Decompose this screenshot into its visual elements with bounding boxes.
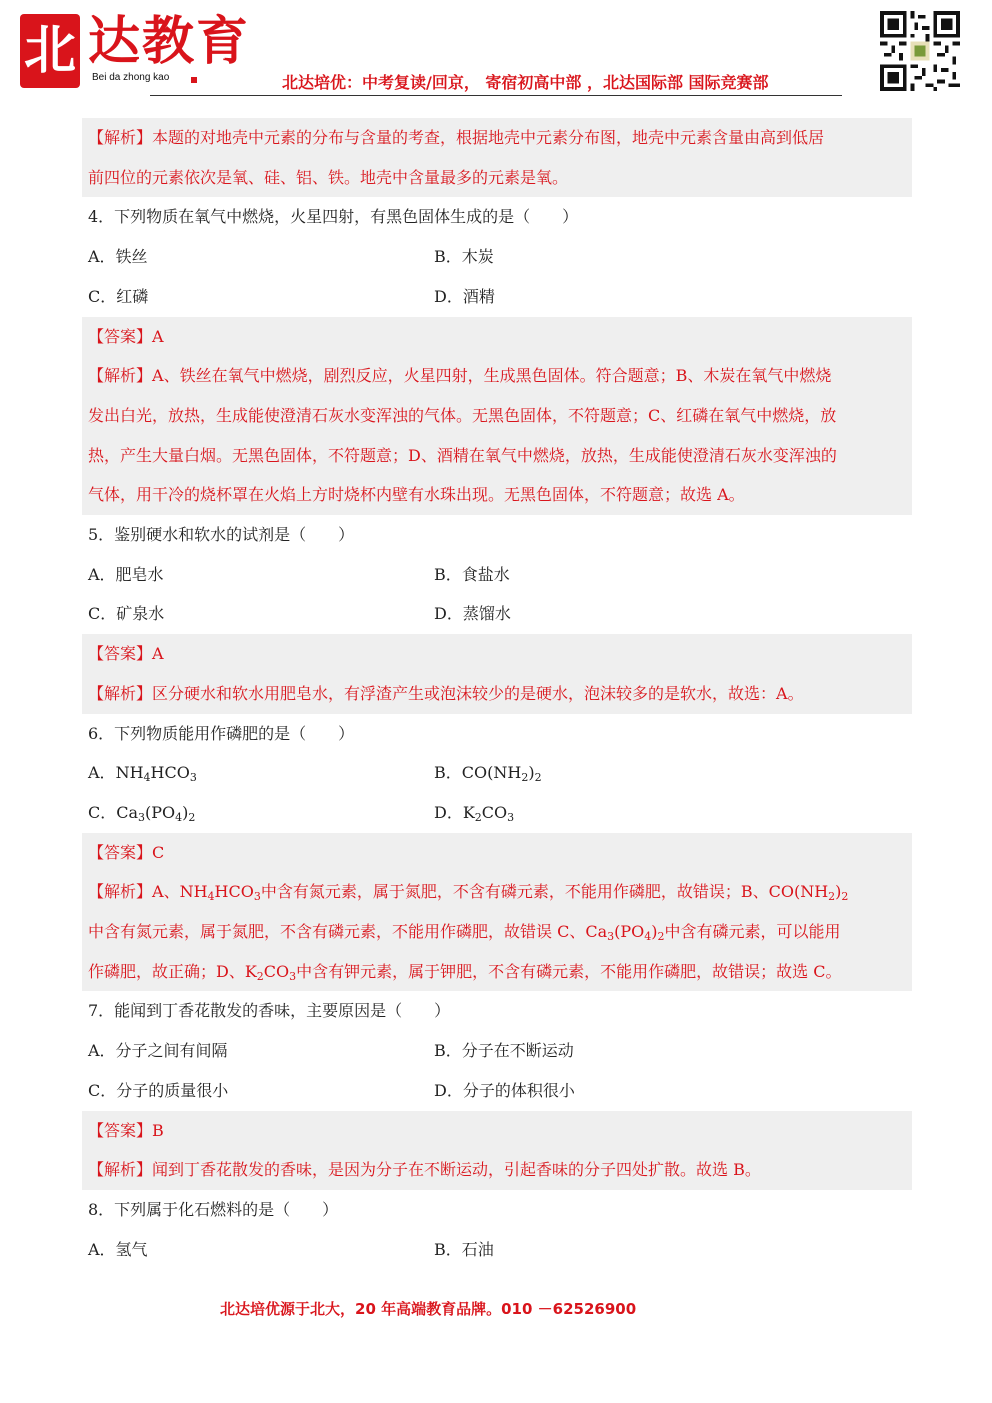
- option-a: A．$NH_4HCO_3$: [88, 763, 197, 785]
- option-a: A．肥皂水: [88, 564, 164, 584]
- option-b: B．木炭: [434, 247, 494, 267]
- question-stem: 8．下列属于化石燃料的是（ ）: [88, 1199, 339, 1219]
- analysis-block: 【解析】本题的对地壳中元素的分布与含量的考查，根据地壳中元素分布图，地壳中元素含量由高到低居 前四位的元素依次是氧、硅、铝、铁。地壳中含量最多的元素是氧。: [82, 118, 912, 197]
- option-b: B．分子在不断运动: [434, 1041, 574, 1061]
- document-body: [88, 118, 906, 1269]
- logo-square: [191, 77, 197, 83]
- answer-block: 【答案】B 【解析】闻到丁香花散发的香味，是因为分子在不断运动，引起香味的分子四处扩散。故选 B。: [82, 1111, 912, 1190]
- option-d: D．蒸馏水: [434, 604, 511, 624]
- option-a: A．氢气: [88, 1239, 148, 1259]
- question-5: [88, 515, 906, 634]
- option-d: D．$K_2CO_3$: [434, 802, 515, 824]
- answer-block: 【答案】A 【解析】区分硬水和软水用肥皂水，有浮渣产生或泡沫较少的是硬水，泡沫较多的是软水，故选：A。: [82, 634, 912, 713]
- question-stem: 4．下列物质在氧气中燃烧，火星四射，有黑色固体生成的是（ ）: [88, 207, 579, 227]
- question-stem: 5．鉴别硬水和软水的试剂是（ ）: [88, 525, 355, 545]
- logo-text: 达教育: [88, 11, 251, 72]
- option-a: A．铁丝: [88, 247, 148, 267]
- option-d: D．分子的体积很小: [434, 1080, 575, 1100]
- option-a: A．分子之间有间隔: [88, 1041, 228, 1061]
- question-stem: 7．能闻到丁香花散发的香味，主要原因是（ ）: [88, 1001, 451, 1021]
- answer-block: 【答案】A 【解析】A、铁丝在氧气中燃烧，剧烈反应，火星四射，生成黑色固体。符合题意；B、木炭在氧气中燃烧 发出白光，放热，生成能使澄清石灰水变浑浊的气体。无黑色固体，不符题意；C、红磷在氧气中燃烧，放 热，产生大量白烟。无黑色固体，不符题意；D、酒精在氧气中燃烧，放热，生成能使澄清石灰水变浑浊的 气体，用干冷的烧杯罩在火焰上方时烧杯内壁有水珠出现。无黑色固体，不符题意；故选 A。: [82, 317, 912, 516]
- question-4: [88, 197, 906, 316]
- question-8: [88, 1190, 906, 1269]
- option-b: B．石油: [434, 1239, 494, 1259]
- qr-code-icon: [878, 11, 962, 91]
- option-d: D．酒精: [434, 286, 495, 306]
- question-7: [88, 991, 906, 1110]
- header-slogan: 北达培优：中考复读/回京， 寄宿初高中部 ，北达国际部 国际竞赛部: [282, 73, 769, 92]
- question-6: [88, 714, 906, 833]
- logo-mark: 北: [20, 14, 80, 88]
- question-stem: 6．下列物质能用作磷肥的是（ ）: [88, 723, 355, 743]
- option-b: B．食盐水: [434, 564, 510, 584]
- footer-text: 北达培优源于北大，20 年高端教育品牌。010 －62526900: [220, 1300, 637, 1318]
- option-c: C．矿泉水: [88, 604, 165, 624]
- logo-subtitle: Bei da zhong kao: [92, 72, 170, 83]
- option-c: C．分子的质量很小: [88, 1080, 229, 1100]
- answer-block: 【答案】C 【解析】A、$NH_4HCO_3$中含有氮元素，属于氮肥，不含有磷元素，不能用作磷肥，故错误；B、$CO(NH_2)_2$ 中含有氮元素，属于氮肥，不含有磷元素，不能用作磷肥，故错误 C、$Ca_3(PO_4)_2$中含有磷元素，可以能用 作磷肥，故正确；D、$K_2CO_3$中含有钾元素，属于钾肥，不含有磷元素，不能用作磷肥，故错误；故选 C。: [82, 833, 912, 992]
- header-divider: [150, 95, 842, 96]
- option-c: C．$Ca_3(PO_4)_2$: [88, 802, 196, 824]
- option-b: B．$CO(NH_2)_2$: [434, 763, 542, 785]
- option-c: C．红磷: [88, 286, 149, 306]
